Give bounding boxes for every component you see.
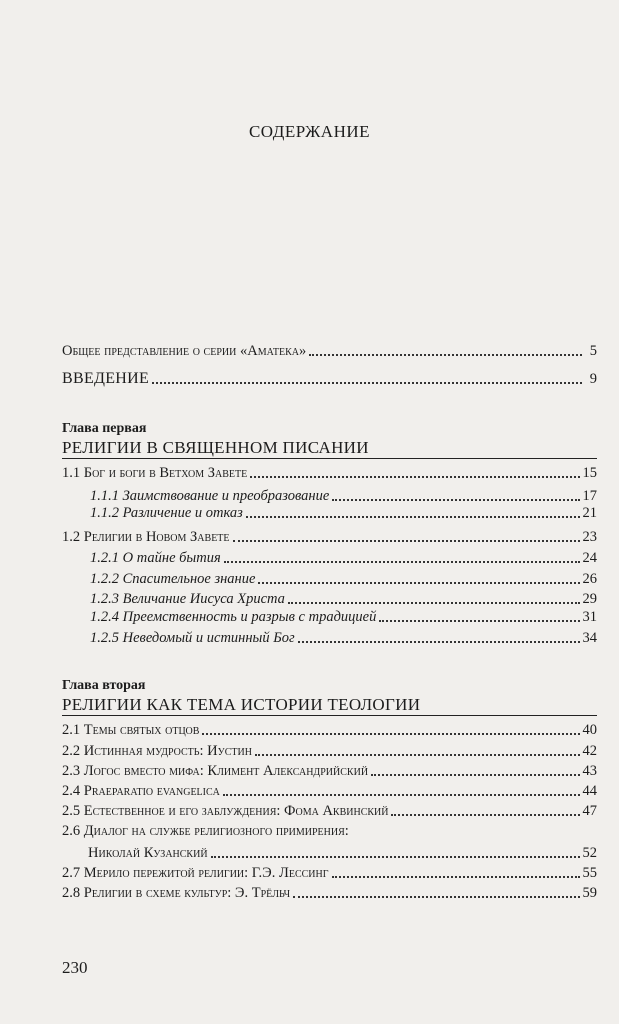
chapter-label: Глава вторая [62, 678, 146, 693]
toc-page-number: 52 [582, 845, 597, 861]
toc-entry-text: 2.2 Истинная мудрость: Иустин [62, 743, 252, 759]
toc-entry[interactable] [62, 719, 597, 739]
chapter-rule [62, 458, 597, 459]
dot-leader [233, 540, 580, 542]
toc-entry[interactable] [62, 820, 597, 840]
toc-page-number: 43 [582, 763, 597, 779]
toc-page-number: 31 [582, 609, 597, 625]
toc-entry[interactable] [90, 547, 597, 567]
dot-leader [255, 754, 580, 756]
dot-leader [371, 774, 579, 776]
toc-entry-text: 2.7 Мерило пережитой религии: Г.Э. Лессинг [62, 865, 329, 881]
toc-page-number: 47 [582, 803, 597, 819]
toc-page-number: 23 [582, 529, 597, 545]
toc-entry-text: 1.2.2 Спасительное знание [90, 571, 256, 587]
toc-page-number: 34 [582, 630, 597, 646]
toc-page-number: 5 [589, 343, 597, 359]
toc-entry-text: 2.6 Диалог на службе религиозного примирения: [62, 823, 349, 839]
toc-entry-text: 2.8 Религии в схеме культур: Э. Трёльч [62, 885, 291, 901]
toc-entry-text: 2.5 Естественное и его заблуждения: Фома Аквинский [62, 803, 389, 819]
toc-entry[interactable] [90, 502, 597, 522]
toc-entry-text: 1.2.1 О тайне бытия [90, 550, 221, 566]
toc-entry[interactable] [90, 606, 597, 626]
toc-page-number: 40 [582, 722, 597, 738]
toc-entry[interactable] [90, 627, 597, 647]
chapter-title: РЕЛИГИИ В СВЯЩЕННОМ ПИСАНИИ [62, 438, 369, 457]
toc-entry[interactable] [62, 862, 597, 882]
toc-page-number: 29 [582, 591, 597, 607]
dot-leader [202, 733, 579, 735]
toc-entry[interactable] [62, 526, 597, 546]
toc-entry-text: Николай Кузанский [88, 845, 208, 861]
dot-leader [246, 516, 580, 518]
toc-entry-text: 1.1.1 Заимствование и преобразование [90, 488, 330, 504]
dot-leader [152, 382, 582, 384]
toc-page-number: 9 [589, 371, 597, 387]
toc-page-number: 17 [582, 488, 597, 504]
toc-entry[interactable] [62, 760, 597, 780]
toc-entry-continuation[interactable] [88, 842, 597, 862]
toc-entry[interactable] [62, 882, 597, 902]
dot-leader [250, 476, 579, 478]
dot-leader [309, 354, 582, 356]
toc-entry-text: ВВЕДЕНИЕ [62, 370, 150, 387]
toc-page-number: 24 [582, 550, 597, 566]
toc-entry[interactable] [62, 780, 597, 800]
page-number: 230 [62, 958, 88, 977]
toc-entry[interactable] [90, 568, 597, 588]
dot-leader [293, 896, 579, 898]
toc-page-number: 59 [582, 885, 597, 901]
dot-leader [288, 602, 580, 604]
toc-entry[interactable] [62, 740, 597, 760]
dot-leader [332, 499, 579, 501]
chapter-rule [62, 715, 597, 716]
dot-leader [298, 641, 580, 643]
dot-leader [211, 856, 580, 858]
dot-leader [223, 794, 580, 796]
toc-entry[interactable] [62, 462, 597, 482]
dot-leader [391, 814, 579, 816]
dot-leader [224, 561, 580, 563]
toc-page-number: 55 [582, 865, 597, 881]
dot-leader [332, 876, 580, 878]
toc-page-number: 44 [582, 783, 597, 799]
toc-entry-text: Общее представление о серии «Аматека» [62, 343, 307, 359]
toc-entry-text: 2.1 Темы святых отцов [62, 722, 200, 738]
toc-page-number: 15 [582, 465, 597, 481]
toc-entry-text: 1.1.2 Различение и отказ [90, 505, 243, 521]
toc-entry[interactable] [62, 340, 597, 360]
chapter-title: РЕЛИГИИ КАК ТЕМА ИСТОРИИ ТЕОЛОГИИ [62, 695, 421, 714]
toc-entry-text: 1.2.3 Величание Иисуса Христа [90, 591, 285, 607]
dot-leader [258, 582, 579, 584]
toc-entry-text: 1.2 Религии в Новом Завете [62, 529, 230, 545]
toc-entry[interactable] [62, 800, 597, 820]
toc-entry[interactable] [62, 368, 597, 388]
toc-entry-text: 2.4 Praeparatio evangelica [62, 783, 220, 799]
toc-page-number: 42 [582, 743, 597, 759]
toc-page-number: 21 [582, 505, 597, 521]
chapter-label: Глава первая [62, 421, 147, 436]
dot-leader [379, 620, 579, 622]
toc-entry-text: 1.2.5 Неведомый и истинный Бог [90, 630, 295, 646]
toc-entry-text: 1.1 Бог и боги в Ветхом Завете [62, 465, 248, 481]
toc-entry-text: 1.2.4 Преемственность и разрыв с традицией [90, 609, 377, 625]
toc-page-number: 26 [582, 571, 597, 587]
toc-entry-text: 2.3 Логос вместо мифа: Климент Александрийский [62, 763, 369, 779]
page-title: СОДЕРЖАНИЕ [248, 122, 371, 141]
toc-entry[interactable] [90, 588, 597, 608]
